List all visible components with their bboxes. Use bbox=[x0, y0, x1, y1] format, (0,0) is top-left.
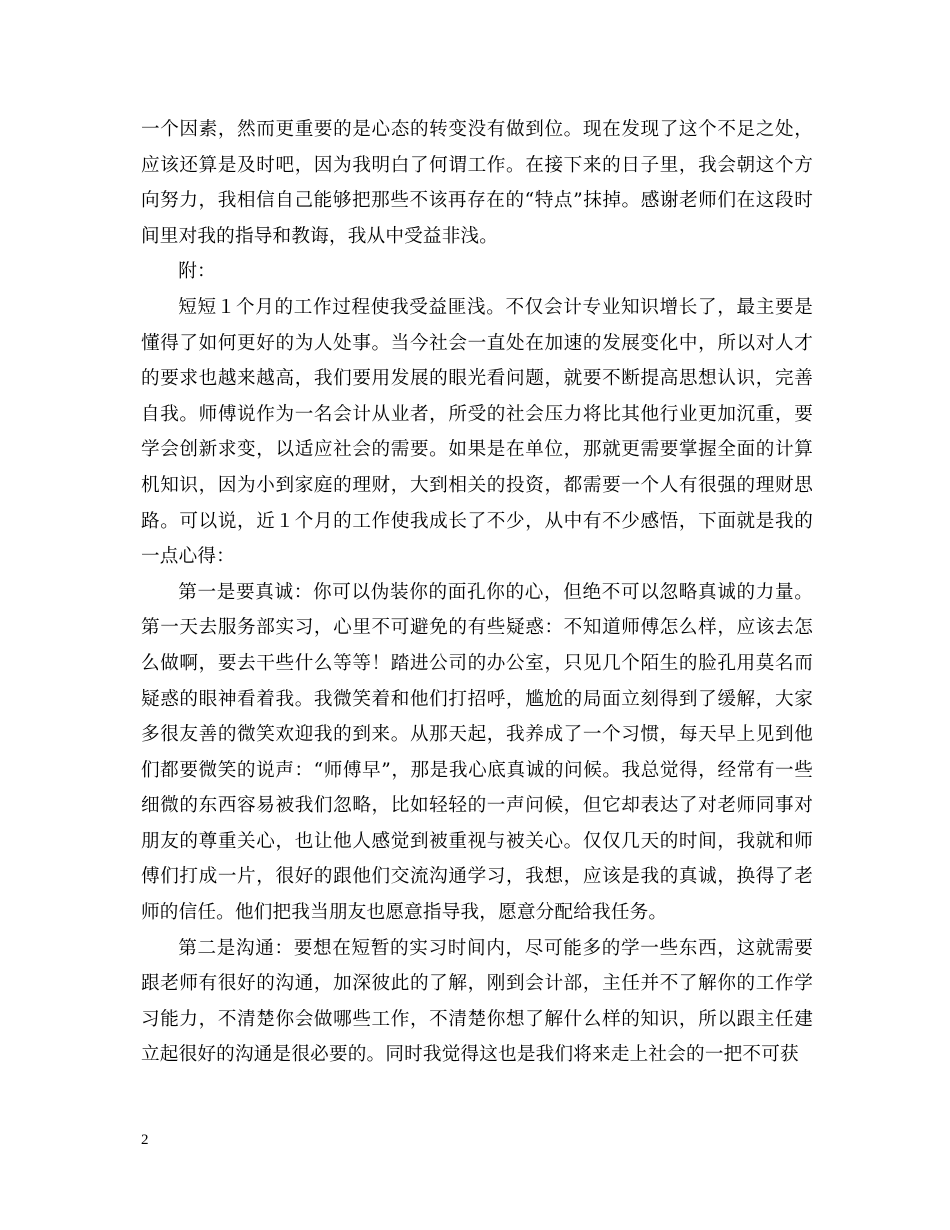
paragraph-intro: 短短１个月的工作过程使我受益匪浅。不仅会计专业知识增长了，最主要是懂得了如何更好的为人处事。当今社会一直处在加速的发展变化中，所以对人才的要求也越来越高，我们要用发展的眼光看问题，就要不断提高思想认识，完善自我。师傅说作为一名会计从业者，所受的社会压力将比其他行业更加沉重，要学会创新求变，以适应社会的需要。如果是在单位，那就更需要掌握全面的计算机知识，因为小到家庭的理财，大到相关的投资，都需要一个人有很强的理财思路。可以说，近１个月的工作使我成长了不少，从中有不少感悟，下面就是我的一点心得： bbox=[141, 296, 813, 568]
paragraph-appendix-label: 附： bbox=[178, 261, 216, 283]
document-body bbox=[141, 112, 813, 1073]
paragraph-sincerity: 第一是要真诚：你可以伪装你的面孔你的心，但绝不可以忽略真诚的力量。第一天去服务部实习，心里不可避免的有些疑惑：不知道师傅怎么样，应该去怎么做啊，要去干些什么等等！踏进公司的办公室，只见几个陌生的脸孔用莫名而疑惑的眼神看着我。我微笑着和他们打招呼，尴尬的局面立刻得到了缓解，大家多很友善的微笑欢迎我的到来。从那天起，我养成了一个习惯，每天早上见到他们都要微笑的说声：“师傅早”，那是我心底真诚的问候。我总觉得，经常有一些细微的东西容易被我们忽略，比如轻轻的一声问候，但它却表达了对老师同事对朋友的尊重关心，也让他人感觉到被重视与被关心。仅仅几天的时间，我就和师傅们打成一片，很好的跟他们交流沟通学习，我想，应该是我的真诚，换得了老师的信任。他们把我当朋友也愿意指导我，愿意分配给我任务。 bbox=[141, 581, 813, 924]
paragraph-continuation: 一个因素，然而更重要的是心态的转变没有做到位。现在发现了这个不足之处，应该还算是及时吧，因为我明白了何谓工作。在接下来的日子里，我会朝这个方向努力，我相信自己能够把那些不该再存在的“特点”抹掉。感谢老师们在这段时间里对我的指导和教诲，我从中受益非浅。 bbox=[141, 119, 813, 247]
paragraph-communication: 第二是沟通：要想在短暂的实习时间内，尽可能多的学一些东西，这就需要跟老师有很好的沟通，加深彼此的了解，刚到会计部，主任并不了解你的工作学习能力，不清楚你会做哪些工作，不清楚你想了解什么样的知识，所以跟主任建立起很好的沟通是很必要的。同时我觉得这也是我们将来走上社会的一把不可获 bbox=[141, 937, 813, 1066]
page-number: 2 bbox=[141, 1132, 149, 1148]
